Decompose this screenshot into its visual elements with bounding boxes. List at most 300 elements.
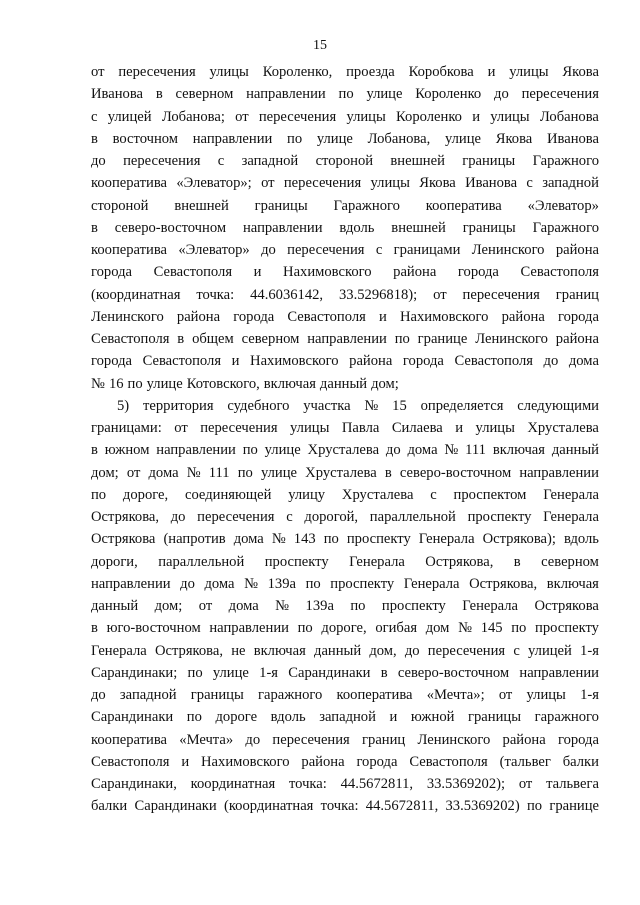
word: Острякова,: [154, 642, 224, 659]
word: территория: [143, 397, 214, 414]
word: по: [237, 464, 253, 481]
word: границы: [254, 197, 308, 214]
word: улицы: [526, 687, 566, 703]
word: дома: [568, 353, 599, 370]
word: направлении: [246, 86, 326, 103]
word: улицей: [528, 642, 572, 659]
word: кооператива: [336, 687, 413, 703]
word: границе: [417, 331, 468, 347]
word: и: [181, 753, 190, 770]
word: от: [126, 464, 141, 481]
text-line: [91, 350, 599, 372]
word: 33.5369202);: [426, 776, 506, 792]
word: Севастополя: [91, 331, 170, 347]
text-line: [91, 462, 599, 484]
word: вдоль: [339, 219, 375, 236]
word: по: [394, 331, 410, 347]
word: пересечения: [287, 242, 365, 258]
text-line: [91, 795, 599, 817]
word: улице: [146, 375, 183, 392]
word: №: [444, 442, 459, 459]
word: внешней: [391, 219, 446, 236]
word: внешней: [174, 197, 229, 214]
word: города: [91, 353, 132, 370]
word: по: [305, 575, 321, 592]
word: Нахимовского: [201, 753, 290, 770]
word: кооператива: [425, 197, 502, 214]
word: Котовского,: [186, 375, 260, 392]
word: параллельной: [158, 553, 245, 570]
word: по: [287, 130, 303, 147]
word: Нахимовского: [250, 353, 339, 370]
word: улицу: [288, 486, 326, 503]
word: района: [502, 731, 546, 748]
word: юго-восточном: [106, 620, 201, 637]
word: района: [501, 308, 545, 325]
text-line: [91, 617, 599, 639]
word: до: [543, 353, 559, 370]
word: дома: [148, 464, 179, 481]
word: Севастополя: [153, 264, 233, 281]
word: южном: [104, 442, 150, 459]
word: 111: [465, 442, 486, 459]
text-line: [91, 328, 599, 350]
word: вдоль: [563, 531, 599, 548]
text-line: [91, 61, 599, 83]
word: Ленинского: [91, 308, 164, 325]
word: участка: [303, 397, 351, 414]
word: проспекту: [467, 509, 532, 525]
word: города: [356, 753, 398, 770]
word: Хрусталева: [341, 486, 414, 503]
word: и: [378, 308, 387, 325]
word: Коробкова: [408, 64, 474, 80]
word: кооператива: [91, 242, 167, 258]
word: по: [511, 620, 527, 637]
word: Иванова: [465, 175, 518, 192]
text-line: [91, 595, 599, 617]
word: гаражного: [534, 709, 599, 726]
word: улицы: [370, 175, 410, 192]
word: 1-я: [580, 642, 599, 659]
word: пересечения: [272, 731, 350, 748]
word: с: [375, 242, 383, 258]
word: Якова: [495, 130, 533, 147]
word: по: [297, 620, 313, 637]
word: до: [180, 575, 195, 592]
text-line: [91, 551, 599, 573]
word: улицы: [490, 108, 530, 125]
word: стороной: [91, 197, 149, 214]
word: Ленинского: [417, 731, 491, 748]
word: данный: [314, 642, 362, 659]
word: пересечения: [427, 642, 506, 659]
word: тальвега: [546, 776, 599, 792]
word: границами: [393, 242, 461, 258]
word: гаражного: [257, 687, 323, 703]
word: Севастополя: [520, 264, 599, 281]
word: включая: [253, 642, 306, 659]
word: от: [174, 420, 188, 436]
word: Сарандинаки,: [91, 776, 177, 792]
word: по: [526, 798, 543, 815]
word: улице: [444, 130, 482, 147]
word: №: [364, 397, 379, 414]
word: по: [187, 664, 203, 681]
word: дома: [407, 442, 438, 459]
text-line: [91, 261, 599, 283]
word: дом;: [371, 375, 399, 392]
word: №: [458, 620, 473, 637]
text-line: [91, 684, 599, 706]
word: стороной: [315, 153, 374, 169]
word: Генерала: [349, 553, 405, 570]
word: пересечения: [521, 86, 599, 103]
word: Лобанова: [539, 108, 599, 125]
word: Генерала: [403, 575, 460, 592]
word: дом;: [154, 598, 183, 614]
word: пересечения: [283, 175, 362, 192]
word: №: [186, 464, 201, 481]
text-line: [91, 662, 599, 684]
word: города: [557, 308, 599, 325]
word: Острякова);: [482, 531, 556, 548]
word: направлении: [209, 620, 289, 637]
word: Хрусталева: [305, 464, 377, 481]
word: границ: [555, 286, 599, 303]
word: (напротив: [163, 531, 226, 548]
word: южной: [410, 709, 455, 726]
word: Нахимовского: [399, 308, 489, 325]
word: №: [271, 531, 286, 548]
word: «Мечта»;: [426, 687, 485, 703]
word: проспектом: [453, 486, 527, 503]
word: направлении: [519, 464, 599, 481]
word: по: [127, 375, 143, 392]
word: восточном: [112, 130, 179, 147]
word: города: [557, 731, 599, 748]
word: не: [231, 642, 246, 659]
word: включая: [263, 375, 316, 392]
word: от: [498, 687, 513, 703]
text-line: [91, 773, 599, 795]
word: Сарандинаки: [91, 709, 174, 726]
word: по: [242, 442, 258, 459]
text-line: [91, 439, 599, 461]
word: дороге: [215, 709, 258, 726]
word: улице: [316, 130, 353, 147]
text-line: [91, 528, 599, 550]
word: Севастополя: [454, 353, 533, 370]
word: Острякова: [534, 598, 599, 614]
word: Короленко: [415, 86, 482, 103]
word: проспекту: [264, 553, 329, 570]
word: Короленко: [396, 108, 462, 125]
text-line: [91, 706, 599, 728]
text-line: [91, 128, 599, 150]
word: Силаева: [391, 420, 443, 436]
text-line: [91, 573, 599, 595]
word: в: [513, 553, 521, 570]
word: и: [472, 108, 481, 125]
word: улице: [366, 86, 403, 103]
word: границы: [462, 219, 516, 236]
word: района: [555, 331, 599, 347]
word: северо-восточном: [399, 464, 512, 481]
word: дорогой,: [304, 509, 359, 525]
word: Ленинского: [471, 242, 545, 258]
word: следующими: [517, 397, 599, 414]
word: улице: [212, 664, 249, 681]
word: в: [380, 664, 388, 681]
word: проспекту: [346, 531, 411, 548]
word: Острякова,: [425, 553, 494, 570]
word: Иванова: [546, 130, 599, 147]
word: Нахимовского: [283, 264, 372, 281]
word: Сарандинаки;: [91, 664, 178, 681]
word: 139а: [267, 575, 296, 592]
word: по: [186, 709, 202, 726]
text-line: [91, 217, 599, 239]
word: Севастополя: [142, 353, 222, 370]
word: дороге,: [122, 486, 169, 503]
word: до: [91, 153, 106, 169]
word: проспекту: [330, 575, 395, 592]
text-line: [91, 506, 599, 528]
word: балки: [91, 798, 128, 815]
word: 1-я: [259, 664, 279, 681]
word: улицы: [346, 108, 386, 125]
word: от: [261, 175, 275, 192]
text-line: [91, 751, 599, 773]
word: Хрусталева: [307, 442, 380, 459]
word: Сарандинаки: [288, 664, 371, 681]
word: дома: [233, 531, 264, 548]
word: до: [245, 731, 261, 748]
word: в: [384, 464, 392, 481]
word: района: [393, 264, 437, 281]
word: 139а: [305, 598, 334, 614]
word: дом,: [369, 642, 397, 659]
text-line: [91, 284, 599, 306]
word: Гаражного: [532, 153, 599, 169]
word: дома: [204, 575, 235, 592]
text-line: [91, 83, 599, 105]
word: координатная: [190, 776, 276, 792]
word: дороге,: [321, 620, 367, 637]
word: 33.5296818);: [338, 286, 418, 303]
text-line: [91, 306, 599, 328]
word: Иванова: [91, 86, 143, 103]
word: вдоль: [270, 709, 306, 726]
word: проезда: [346, 64, 395, 80]
word: соединяющей: [184, 486, 272, 503]
word: точка:: [288, 776, 327, 792]
word: улицы: [290, 420, 330, 436]
word: и: [487, 64, 496, 80]
word: по: [350, 598, 366, 614]
word: 111: [208, 464, 230, 481]
word: направлении: [307, 331, 387, 347]
word: от: [91, 64, 105, 80]
word: Сарандинаки: [134, 798, 217, 815]
word: района: [349, 353, 393, 370]
word: «Мечта»: [179, 731, 234, 748]
word: проспекту: [381, 598, 446, 614]
word: от: [198, 598, 213, 614]
word: по: [338, 86, 354, 103]
word: с: [513, 642, 520, 659]
word: дороги,: [91, 553, 138, 570]
word: улицей: [107, 108, 152, 125]
word: Севастополя: [287, 308, 366, 325]
word: с: [430, 486, 437, 503]
word: города: [91, 264, 132, 281]
word: до: [91, 687, 106, 703]
text-line: [91, 640, 599, 662]
word: от: [518, 776, 533, 792]
word: внешней: [390, 153, 445, 169]
word: границы: [462, 153, 516, 169]
word: улицы: [475, 420, 515, 436]
word: Генерала: [418, 531, 475, 548]
word: северном: [541, 553, 599, 570]
word: района: [555, 242, 599, 258]
word: города: [402, 353, 444, 370]
word: и: [253, 264, 262, 281]
word: Ленинского: [475, 331, 548, 347]
word: и: [389, 709, 398, 726]
word: Лобанова,: [367, 130, 431, 147]
word: №: [275, 598, 290, 614]
word: западной: [542, 175, 599, 192]
word: 44.6036142,: [250, 286, 324, 303]
word: общем: [192, 331, 234, 347]
word: по: [323, 531, 339, 548]
word: улице: [260, 464, 298, 481]
word: Острякова,: [469, 575, 538, 592]
word: дом;: [91, 464, 119, 481]
word: огибая: [375, 620, 418, 637]
word: данный: [91, 598, 139, 614]
word: северо-восточном: [114, 219, 227, 236]
word: с: [286, 509, 293, 525]
word: (координатная: [91, 286, 181, 303]
word: Генерала: [543, 509, 599, 525]
word: 143: [293, 531, 316, 548]
word: района: [176, 308, 221, 325]
word: до: [261, 242, 276, 258]
word: в: [91, 442, 98, 459]
word: до: [385, 442, 401, 459]
word: направлении: [242, 219, 323, 236]
word: в: [155, 86, 163, 103]
word: Генерала: [462, 598, 519, 614]
word: пересечения: [462, 286, 540, 303]
word: данный: [319, 375, 368, 392]
word: в: [177, 331, 185, 347]
word: параллельной: [369, 509, 456, 525]
word: точка:: [320, 798, 359, 815]
word: с: [91, 108, 98, 125]
body-text: [91, 61, 599, 818]
word: пересечения: [197, 509, 275, 525]
word: Якова: [419, 175, 456, 192]
word: Острякова: [91, 531, 156, 548]
word: Острякова,: [91, 509, 160, 525]
word: западной: [319, 709, 376, 726]
word: включая: [492, 442, 545, 459]
word: направлении: [156, 442, 236, 459]
word: судебного: [227, 397, 290, 414]
word: 15: [392, 397, 407, 414]
word: «Элеватор»: [527, 197, 599, 214]
text-line: [91, 373, 599, 395]
word: и: [455, 420, 464, 436]
word: с: [217, 153, 225, 169]
word: кооператива: [91, 731, 167, 748]
word: пересечения: [118, 64, 196, 80]
word: Генерала: [91, 642, 147, 659]
word: определяется: [420, 397, 504, 414]
word: улице: [264, 442, 301, 459]
word: западной: [241, 153, 299, 169]
word: направлении: [91, 575, 171, 592]
page-number: 15: [313, 38, 327, 53]
word: улицы: [509, 64, 549, 80]
word: границами:: [91, 420, 162, 436]
word: (тальвег: [499, 753, 551, 770]
word: от: [235, 108, 249, 125]
word: балки: [562, 753, 599, 770]
word: до: [494, 86, 509, 103]
word: Севастополя: [91, 753, 170, 770]
word: Севастополя: [409, 753, 488, 770]
word: до: [170, 509, 186, 525]
word: до: [404, 642, 420, 659]
word: Якова: [562, 64, 599, 80]
word: 16: [108, 375, 124, 392]
text-line: [91, 484, 599, 506]
word: Павла: [341, 420, 380, 436]
text-line: [91, 729, 599, 751]
text-line: [91, 395, 599, 417]
text-line: [91, 106, 599, 128]
word: границе: [549, 798, 599, 815]
word: 44.5672811,: [365, 798, 439, 815]
word: Генерала: [543, 486, 599, 503]
word: 44.5672811,: [340, 776, 414, 792]
word: западной: [119, 687, 177, 703]
word: границы: [468, 709, 522, 726]
word: города: [233, 308, 275, 325]
word: 5): [117, 397, 130, 414]
word: «Элеватор»;: [176, 175, 252, 192]
word: пересечения: [200, 420, 278, 436]
word: 1-я: [580, 687, 599, 703]
word: (координатная: [223, 798, 314, 815]
word: Лобанова;: [161, 108, 225, 125]
word: северо-восточном: [397, 664, 510, 681]
word: границы: [190, 687, 244, 703]
word: улицы: [209, 64, 249, 80]
word: в: [91, 620, 98, 637]
word: с: [526, 175, 533, 192]
text-line: [91, 239, 599, 261]
word: включая: [546, 575, 599, 592]
text-line: [91, 195, 599, 217]
word: района: [301, 753, 345, 770]
